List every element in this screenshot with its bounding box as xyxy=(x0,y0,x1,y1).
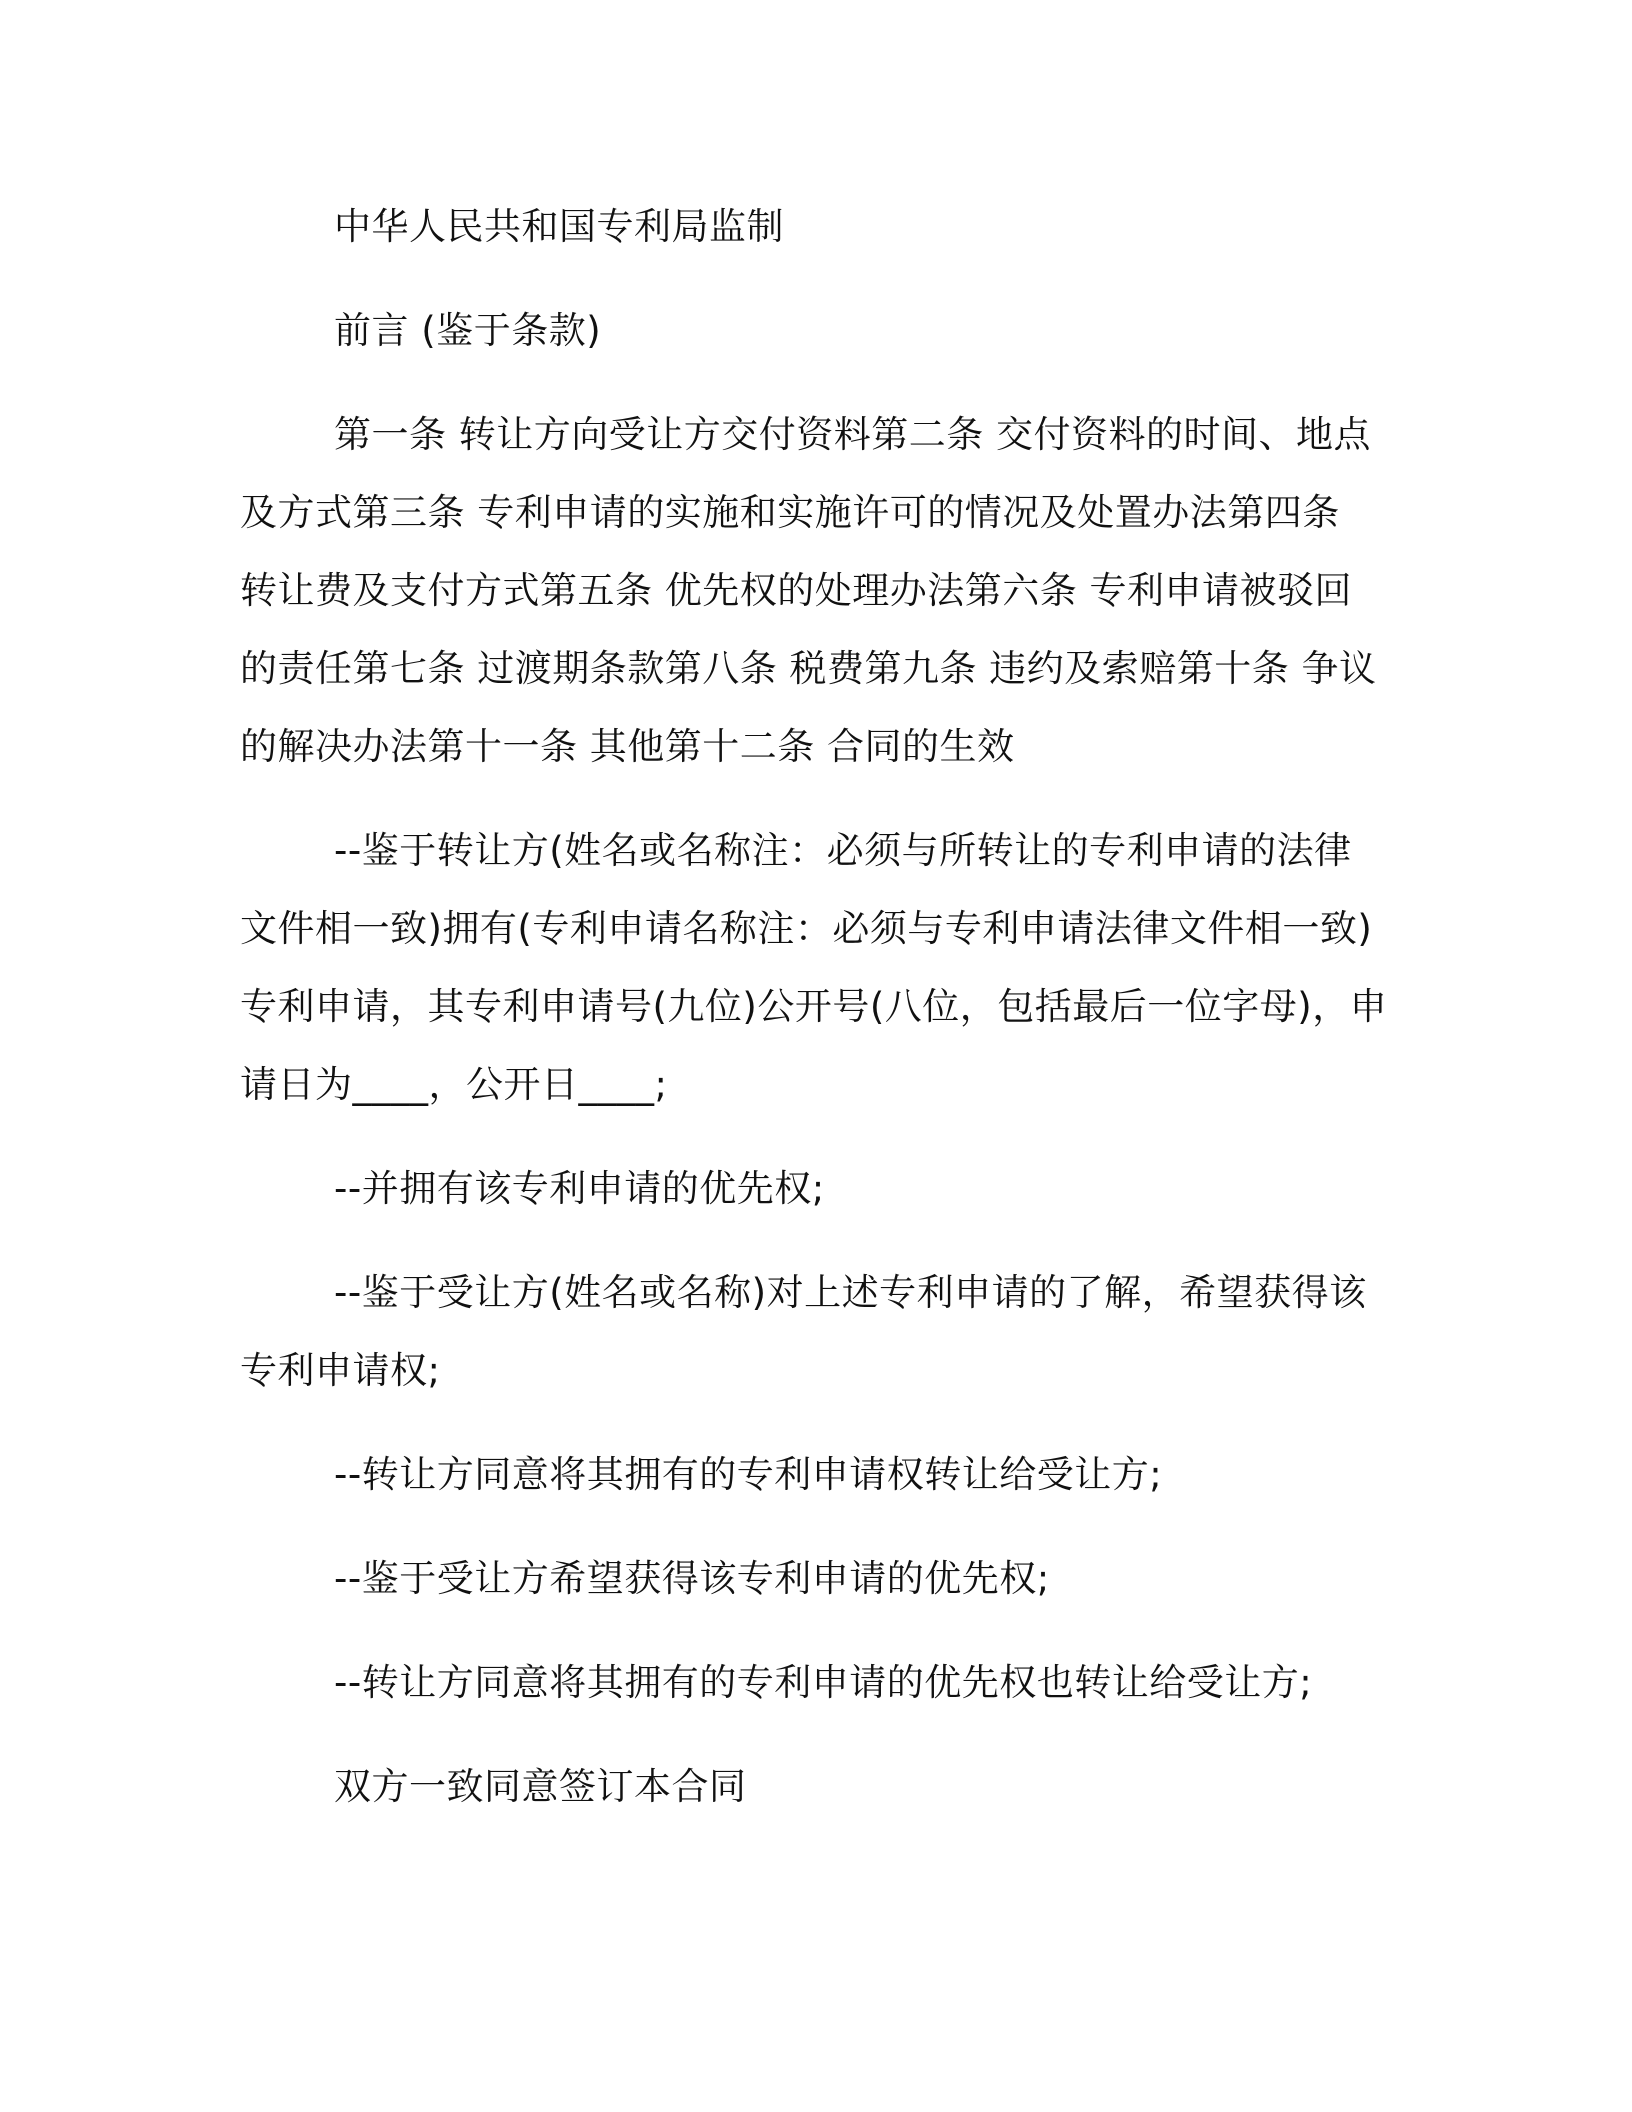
recital-paragraph: --鉴于转让方(姓名或名称注：必须与所转让的专利申请的法律文件相一致)拥有(专利申请名称注：必须与专利申请法律文件相一致)专利申请，其专利申请号(九位)公开号(八位，包括最后一位字母)，申请日为____，公开日____; xyxy=(240,829,1388,1106)
recital-paragraph: --鉴于受让方(姓名或名称)对上述专利申请的了解，希望获得该专利申请权; xyxy=(240,1271,1367,1392)
recital-paragraph: --转让方同意将其拥有的专利申请的优先权也转让给受让方; xyxy=(334,1661,1313,1704)
issuer-line: 中华人民共和国专利局监制 xyxy=(334,205,784,248)
recital-paragraph: --并拥有该专利申请的优先权; xyxy=(334,1167,825,1210)
preamble-heading: 前言 (鉴于条款) xyxy=(334,309,602,352)
document-body xyxy=(240,188,1388,1852)
recital-paragraph: --鉴于受让方希望获得该专利申请的优先权; xyxy=(334,1557,1050,1600)
contents-paragraph: 第一条 转让方向受让方交付资料第二条 交付资料的时间、地点及方式第三条 专利申请的实施和实施许可的情况及处置办法第四条 转让费及支付方式第五条 优先权的处理办法第六条 专利申请被驳回的责任第七条 过渡期条款第八条 税费第九条 违约及索赔第十条 争议的解决办法第十一条 其他第十二条 合同的生效 xyxy=(240,413,1377,768)
agreement-statement: 双方一致同意签订本合同 xyxy=(334,1765,747,1808)
recital-paragraph: --转让方同意将其拥有的专利申请权转让给受让方; xyxy=(334,1453,1163,1496)
